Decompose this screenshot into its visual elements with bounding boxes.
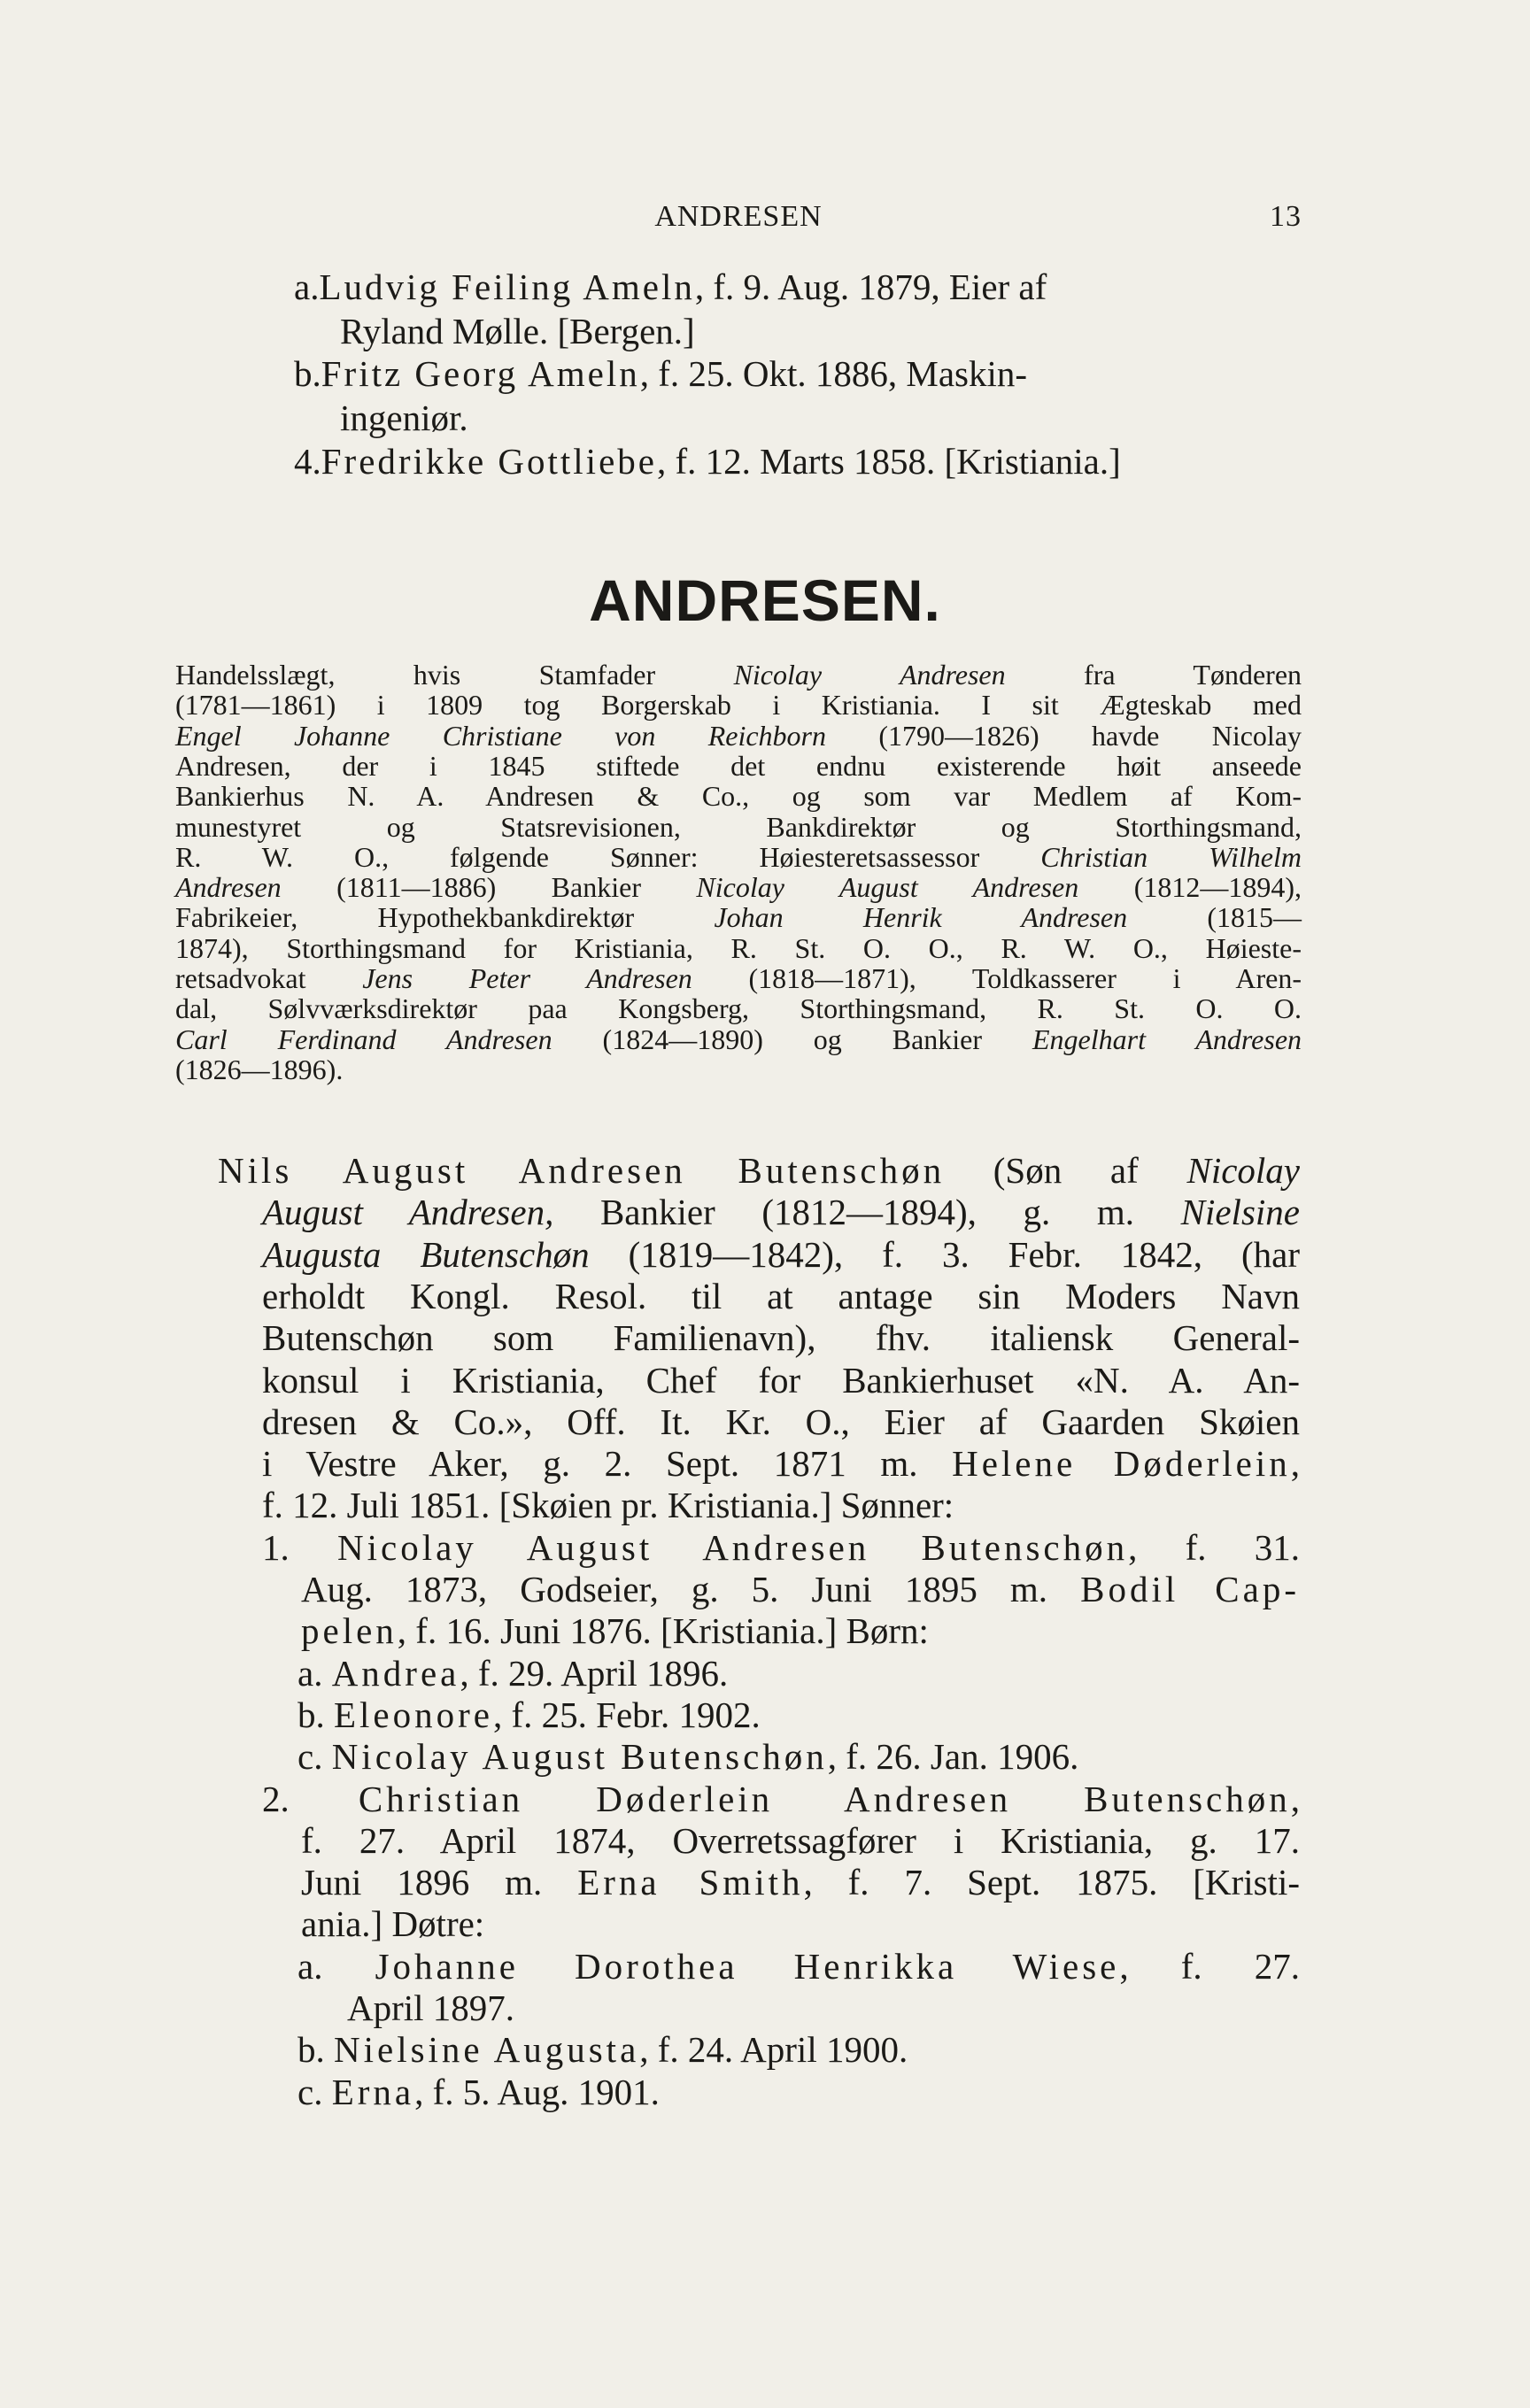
entry-line: c. Erna, f. 5. Aug. 1901. (298, 2071, 660, 2112)
italic-name: Johan Henrik Andresen (714, 901, 1128, 934)
list-marker: 4. (294, 441, 321, 482)
italic-name: Nicolay (1186, 1150, 1301, 1191)
italic-name: August Andresen, (262, 1192, 554, 1233)
entry-text: , f. 12. Marts 1858. [Kristiania.] (656, 441, 1121, 482)
person-name: Bodil Cap- (1080, 1569, 1301, 1609)
entry-line: ingeniør. (340, 397, 468, 438)
entry-line: Juni 1896 m. Erna Smith, f. 7. Sept. 1875. [Kristi- (301, 1862, 1300, 1903)
running-header (175, 200, 1302, 243)
entry-line: pelen, f. 16. Juni 1876. [Kristiania.] Børn: (301, 1610, 929, 1652)
entry-line: 1. Nicolay August Andresen Butenschøn, f. 31. (262, 1526, 1301, 1568)
running-title: ANDRESEN (654, 200, 823, 233)
intro-line: (1826—1896). (175, 1053, 344, 1085)
entry-line: dresen & Co.», Off. It. Kr. O., Eier af Gaarden Skøien (262, 1401, 1300, 1442)
italic-name: Nicolay August Andresen (696, 871, 1079, 904)
entry-line: a. Johanne Dorothea Henrikka Wiese, f. 27. (298, 1945, 1301, 1987)
list-item (294, 266, 1047, 308)
entry-line: c. Nicolay August Butenschøn, f. 26. Jan. 1906. (298, 1736, 1079, 1778)
intro-line: 1874), Storthingsmand for Kristiania, R. St. O. O., R. W. O., Høieste- (175, 931, 1302, 964)
section-heading: ANDRESEN. (589, 567, 941, 633)
person-name: Eleonore (334, 1694, 493, 1735)
intro-line: Andresen (1811—1886) Bankier Nicolay August Andresen (1812—1894), (175, 871, 1302, 904)
italic-name: Nicolay Andresen (733, 659, 1006, 691)
italic-name: Andresen (175, 871, 282, 904)
intro-line: R. W. O., følgende Sønner: Høiesteretsassessor Christian Wilhelm (175, 840, 1302, 873)
list-marker: b. (294, 353, 321, 394)
entry-line: a. Andrea, f. 29. April 1896. (298, 1652, 729, 1694)
list-item (294, 352, 1027, 395)
entry-line: Aug. 1873, Godseier, g. 5. Juni 1895 m. Bodil Cap- (301, 1569, 1301, 1609)
italic-name: Nielsine (1180, 1192, 1300, 1233)
entry-line: b. Nielsine Augusta, f. 24. April 1900. (298, 2029, 908, 2071)
person-name: Johanne Dorothea Henrikka Wiese (375, 1945, 1120, 1987)
person-name: Nicolay August Andresen Butenschøn (337, 1526, 1129, 1568)
person-name: Erna Smith (577, 1862, 804, 1903)
entry-line: Ryland Mølle. [Bergen.] (340, 311, 695, 351)
intro-line: dal, Sølvværksdirektør paa Kongsberg, Storthingsmand, R. St. O. O. (175, 992, 1302, 1025)
entry-text: , f. 9. Aug. 1879, Eier af (694, 266, 1047, 307)
person-name: pelen (301, 1610, 398, 1652)
italic-name: Engel Johanne Christiane von Reichborn (175, 719, 826, 752)
intro-line: Carl Ferdinand Andresen (1824—1890) og Bankier Engelhart Andresen (175, 1023, 1302, 1055)
entry-line: August Andresen, Bankier (1812—1894), g. m. Nielsine (262, 1192, 1300, 1233)
entry-line: i Vestre Aker, g. 2. Sept. 1871 m. Helene Døderlein, (262, 1443, 1300, 1485)
italic-name: Engelhart Andresen (1032, 1023, 1302, 1055)
entry-line: b. Eleonore, f. 25. Febr. 1902. (298, 1694, 761, 1735)
list-item (294, 440, 1121, 482)
person-name: Nils August Andresen Butenschøn (218, 1150, 946, 1191)
list-marker: a. (294, 266, 320, 307)
person-name: Fritz Georg Ameln (321, 353, 640, 394)
entry-line: f. 12. Juli 1851. [Skøien pr. Kristiania.] Sønner: (262, 1485, 954, 1526)
entry-line: Nils August Andresen Butenschøn (Søn af Nicolay (218, 1150, 1301, 1191)
entry-line: Augusta Butenschøn (1819—1842), f. 3. Febr. 1842, (har (262, 1233, 1300, 1275)
intro-line: (1781—1861) i 1809 tog Borgerskab i Kristiania. I sit Ægteskab med (175, 689, 1302, 722)
person-name: Andrea (331, 1652, 460, 1694)
entry-line: Butenschøn som Familienavn), fhv. italiensk General- (262, 1317, 1300, 1359)
person-name: Erna (331, 2071, 415, 2112)
person-name: Nielsine Augusta (334, 2029, 640, 2071)
person-name: Helene Døderlein (952, 1443, 1291, 1485)
page-number: 13 (1270, 200, 1302, 233)
person-name: Christian Døderlein Andresen Butenschøn (358, 1778, 1291, 1819)
italic-name: Christian Wilhelm (1040, 840, 1302, 873)
entry-line: f. 27. April 1874, Overretssagfører i Kristiania, g. 17. (301, 1819, 1300, 1861)
intro-line: Handelsslægt, hvis Stamfader Nicolay Andresen fra Tønderen (175, 659, 1302, 691)
entry-line: ania.] Døtre: (301, 1903, 485, 1945)
entry-line: erholdt Kongl. Resol. til at antage sin Moders Navn (262, 1275, 1300, 1316)
entry-line: April 1897. (347, 1987, 515, 2028)
italic-name: Carl Ferdinand Andresen (175, 1023, 552, 1055)
intro-line: Bankierhus N. A. Andresen & Co., og som var Medlem af Kom- (175, 780, 1302, 813)
person-name: Ludvig Feiling Ameln (319, 266, 695, 307)
person-name: Fredrikke Gottliebe (321, 441, 657, 482)
intro-line: Fabrikeier, Hypothekbankdirektør Johan Henrik Andresen (1815— (175, 901, 1302, 934)
intro-line: retsadvokat Jens Peter Andresen (1818—1871), Toldkasserer i Aren- (175, 962, 1302, 994)
intro-line: Engel Johanne Christiane von Reichborn (1790—1826) havde Nicolay (175, 719, 1302, 752)
entry-line: konsul i Kristiania, Chef for Bankierhuset «N. A. An- (262, 1359, 1300, 1401)
entry-text: , f. 25. Okt. 1886, Maskin- (639, 353, 1028, 394)
entry-line: 2. Christian Døderlein Andresen Butenschøn, (262, 1778, 1300, 1819)
intro-line: munestyret og Statsrevisionen, Bankdirektør og Storthingsmand, (175, 810, 1302, 843)
person-name: Nicolay August Butenschøn (331, 1736, 828, 1778)
italic-name: Augusta Butenschøn (262, 1233, 590, 1275)
intro-line: Andresen, der i 1845 stiftede det endnu existerende høit anseede (175, 749, 1302, 782)
italic-name: Jens Peter Andresen (362, 962, 692, 994)
